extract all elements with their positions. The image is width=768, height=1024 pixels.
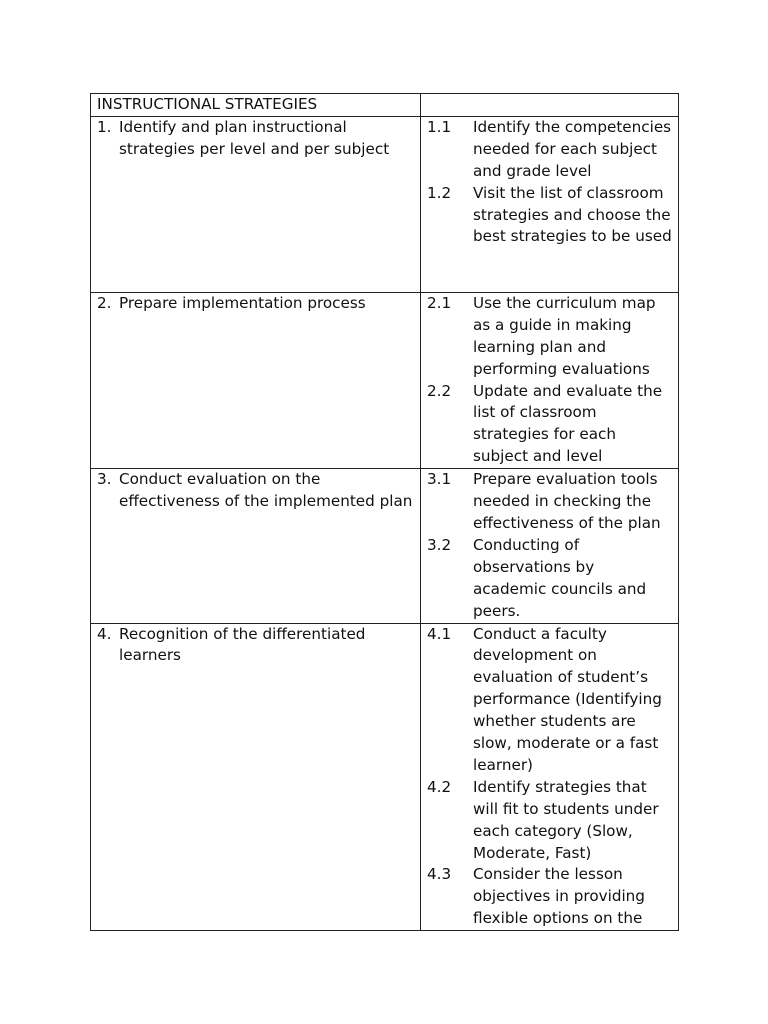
strategy-text: Recognition of the differentiated learners bbox=[119, 624, 366, 665]
action-item bbox=[427, 293, 672, 381]
strategy-item bbox=[97, 624, 414, 668]
action-number: 4.3 bbox=[427, 865, 452, 884]
action-item bbox=[427, 624, 672, 777]
action-text: Update and evaluate the list of classroom strategies for each subject and level bbox=[473, 381, 663, 466]
strategy-item bbox=[97, 293, 414, 315]
actions-cell bbox=[421, 623, 679, 931]
action-text: Use the curriculum map as a guide in making learning plan and performing evaluations bbox=[473, 293, 656, 378]
actions-cell bbox=[421, 469, 679, 623]
action-text: Consider the lesson objectives in providing flexible options on the bbox=[473, 865, 645, 928]
action-number: 1.1 bbox=[427, 117, 452, 136]
action-number: 1.2 bbox=[427, 183, 452, 202]
header-cell-strategies: INSTRUCTIONAL STRATEGIES bbox=[91, 94, 421, 117]
action-text: Identify strategies that will fit to students under each category (Slow, Moderate, Fast) bbox=[473, 777, 659, 862]
strategy-number: 2. bbox=[97, 293, 112, 312]
strategy-cell bbox=[91, 292, 421, 468]
action-item bbox=[427, 864, 672, 930]
table-row bbox=[91, 292, 679, 468]
actions-cell bbox=[421, 116, 679, 292]
strategy-number: 4. bbox=[97, 624, 112, 643]
action-text: Visit the list of classroom strategies and choose the best strategies to be used bbox=[473, 183, 672, 246]
action-item bbox=[427, 381, 672, 469]
strategy-cell bbox=[91, 623, 421, 931]
table-row bbox=[91, 623, 679, 931]
table-row bbox=[91, 116, 679, 292]
strategy-cell bbox=[91, 469, 421, 623]
table-header-row bbox=[91, 94, 679, 117]
action-text: Prepare evaluation tools needed in checking the effectiveness of the plan bbox=[473, 470, 661, 532]
action-text: Conducting of observations by academic councils and peers. bbox=[473, 535, 647, 620]
table-row bbox=[91, 469, 679, 623]
actions-cell bbox=[421, 292, 679, 468]
action-number: 2.2 bbox=[427, 381, 452, 400]
strategy-text: Identify and plan instructional strategies per level and per subject bbox=[119, 117, 390, 158]
strategies-table bbox=[90, 93, 679, 931]
action-item bbox=[427, 183, 672, 249]
action-number: 2.1 bbox=[427, 293, 452, 312]
strategy-text: Prepare implementation process bbox=[119, 293, 366, 312]
action-item bbox=[427, 117, 672, 183]
action-item bbox=[427, 535, 672, 623]
action-number: 3.1 bbox=[427, 470, 452, 489]
action-item bbox=[427, 469, 672, 535]
strategy-number: 3. bbox=[97, 470, 112, 489]
action-number: 4.2 bbox=[427, 777, 452, 796]
action-number: 4.1 bbox=[427, 624, 452, 643]
action-item bbox=[427, 777, 672, 865]
strategy-number: 1. bbox=[97, 117, 112, 136]
strategy-item bbox=[97, 117, 414, 161]
action-text: Identify the competencies needed for each subject and grade level bbox=[473, 117, 672, 180]
strategy-item bbox=[97, 469, 414, 513]
strategy-text: Conduct evaluation on the effectiveness of the implemented plan bbox=[119, 470, 413, 511]
action-text: Conduct a faculty development on evaluation of student’s performance (Identifying whether students are slow, moderate or a fast learner) bbox=[473, 624, 662, 774]
action-number: 3.2 bbox=[427, 535, 452, 554]
strategy-cell bbox=[91, 116, 421, 292]
header-cell-actions bbox=[421, 94, 679, 117]
